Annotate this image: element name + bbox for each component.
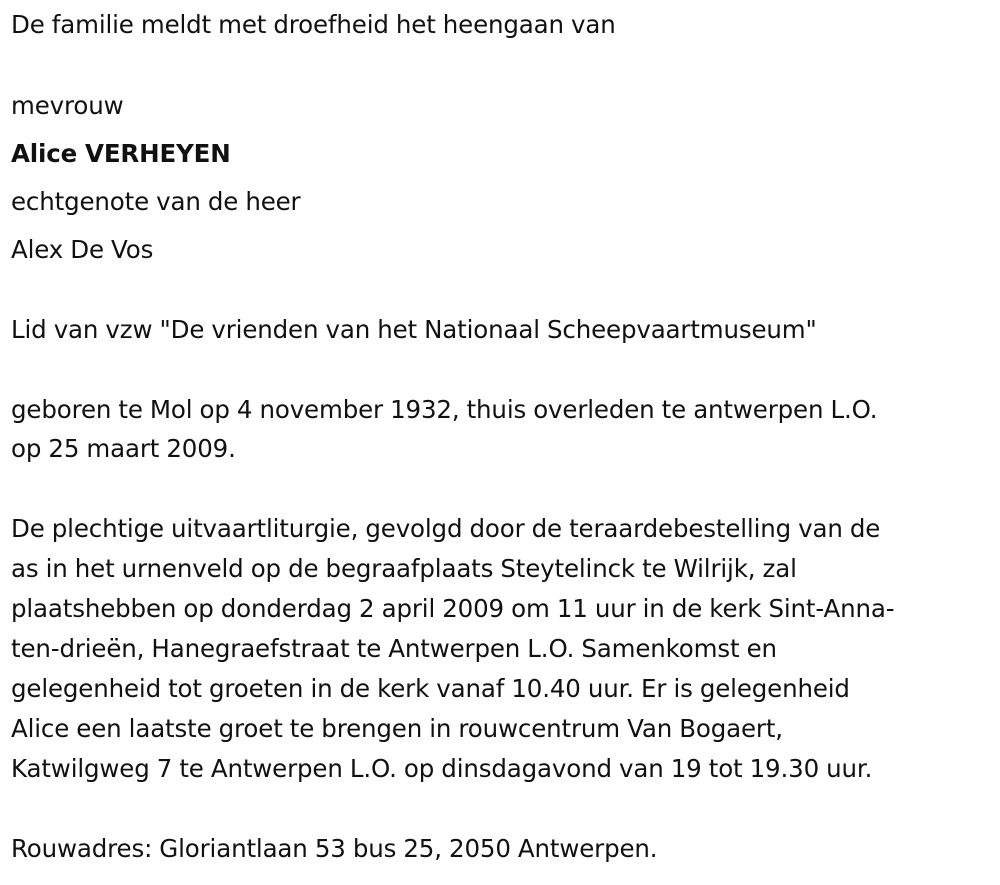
ceremony-line: De plechtige uitvaartliturgie, gevolgd door de teraardebestelling van de — [11, 514, 881, 543]
ceremony-line: gelegenheid tot groeten in de kerk vanaf 10.40 uur. Er is gelegenheid — [11, 674, 850, 703]
ceremony-line: ten-drieën, Hanegraefstraat te Antwerpen L.O. Samenkomst en — [11, 634, 777, 663]
ceremony-line: Alice een laatste groet te brengen in rouwcentrum Van Bogaert, — [11, 714, 783, 743]
birth-death-line: geboren te Mol op 4 november 1932, thuis overleden te antwerpen L.O. — [11, 395, 878, 424]
mourning-address: Rouwadres: Gloriantlaan 53 bus 25, 2050 Antwerpen. — [11, 834, 658, 863]
ceremony-line: as in het urnenveld op de begraafplaats Steytelinck te Wilrijk, zal — [11, 554, 797, 583]
deceased-name: Alice VERHEYEN — [11, 139, 231, 168]
birth-death-line: op 25 maart 2009. — [11, 434, 236, 463]
spouse-name: Alex De Vos — [11, 235, 154, 264]
intro-text: De familie meldt met droefheid het heengaan van — [11, 10, 616, 39]
title-text: mevrouw — [11, 91, 124, 120]
ceremony-line: Katwilgweg 7 te Antwerpen L.O. op dinsdagavond van 19 tot 19.30 uur. — [11, 754, 873, 783]
spouse-label: echtgenote van de heer — [11, 187, 301, 216]
membership-text: Lid van vzw "De vrienden van het Nationaal Scheepvaartmuseum" — [11, 315, 817, 344]
ceremony-line: plaatshebben op donderdag 2 april 2009 om 11 uur in de kerk Sint-Anna- — [11, 594, 895, 623]
